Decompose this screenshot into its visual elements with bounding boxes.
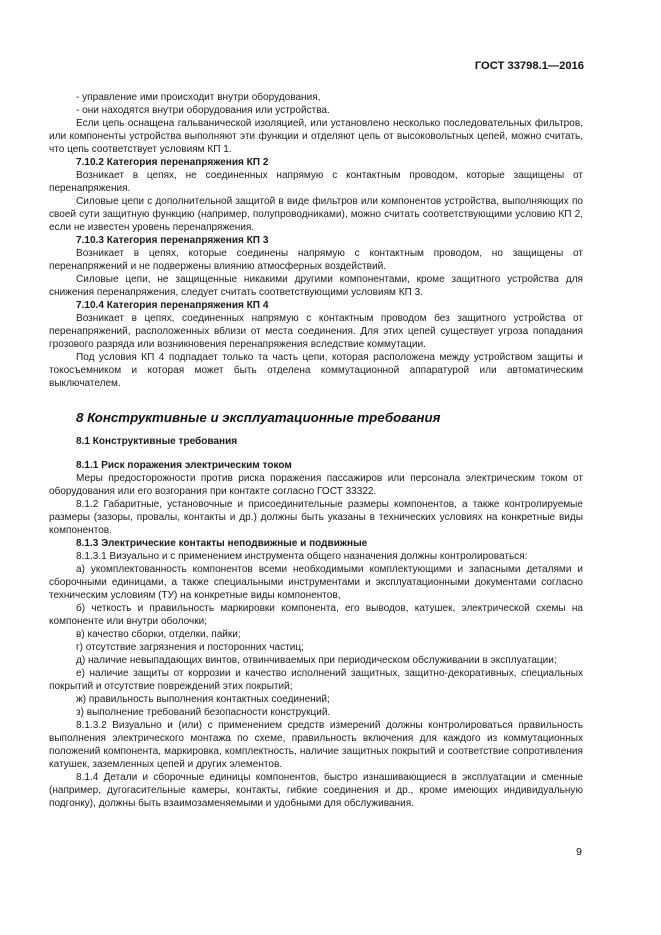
section-8-title: 8 Конструктивные и эксплуатационные требования bbox=[76, 410, 441, 425]
paragraph: - они находятся внутри оборудования или устройства. bbox=[76, 105, 330, 116]
paragraph: б) четкость и правильность маркировки компонента, его выводов, катушек, электрической схемы на компоненте или внутри оболочки; bbox=[49, 603, 583, 627]
paragraph: 8.1.3.1 Визуально и с применением инструмента общего назначения должны контролироваться: bbox=[76, 551, 528, 562]
paragraph: Если цепь оснащена гальванической изоляцией, или установлено несколько последовательных фильтров, или компоненты устройства выполняют эти функции и отделяют цепь от высоковольтных цепей, можно считать, что цепь соответствует условиям КП 1. bbox=[49, 118, 583, 155]
paragraph: ж) правильность выполнения контактных соединений; bbox=[76, 694, 330, 705]
page-number: 9 bbox=[576, 846, 582, 858]
paragraph: Меры предосторожности против риска поражения пассажиров или персонала электрическим током от оборудования или его возгорания при контакте согласно ГОСТ 33322. bbox=[49, 473, 583, 497]
paragraph: Возникает в цепях, соединенных напрямую с контактным проводом без защитного устройства от перенапряжений, расположенных вблизи от места соединения. Для этих цепей существует угроза попадания грозового разряда или возникновения перенапряжения вследствие коммутации. bbox=[49, 313, 583, 350]
paragraph: Силовые цепи, не защищенные никакими другими компонентами, кроме защитного устройства для снижения перенапряжения, следует считать соответствующими условиям КП 3. bbox=[49, 274, 583, 298]
paragraph: Под условия КП 4 подпадает только та часть цепи, которая расположена между устройством защиты и токосъемником и которая может быть отделена коммутационной аппаратурой или автоматическим выключателем. bbox=[49, 352, 583, 389]
paragraph: 8.1.4 Детали и сборочные единицы компонентов, быстро изнашивающиеся в эксплуатации и сменные (например, дугогасительные камеры, контакты, гибкие соединения и др., кроме имеющих индивидуальную подгонку), должны быть взаимозаменяемыми и удобными для обслуживания. bbox=[49, 772, 583, 809]
paragraph: - управление ими происходит внутри оборудования, bbox=[76, 92, 321, 103]
paragraph: Силовые цепи с дополнительной защитой в виде фильтров или компонентов устройства, выполняющих по своей сути защитную функцию (например, полупроводниками), можно считать соответствующими условию КП 2, если не известен уровень перенапряжения. bbox=[49, 196, 583, 233]
section-7-10-text bbox=[49, 91, 583, 390]
section-8-1-title: 8.1 Конструктивные требования bbox=[76, 436, 238, 447]
subsection-heading: 7.10.4 Категория перенапряжения КП 4 bbox=[76, 300, 269, 311]
section-8-1-text bbox=[49, 459, 583, 810]
subsection-heading: 7.10.2 Категория перенапряжения КП 2 bbox=[76, 157, 269, 168]
subsection-heading: 8.1.3 Электрические контакты неподвижные и подвижные bbox=[76, 538, 368, 549]
paragraph: 8.1.3.2 Визуально и (или) с применением средств измерений должны контролироваться правильность выполнения электрического монтажа по схеме, правильность включения для каждого из коммутационных положений компонента, маркировка, комплектность, наличие защитных покрытий и соответствие сопротивления катушек, заземленных цепей и других элементов. bbox=[49, 720, 583, 770]
paragraph: 8.1.2 Габаритные, установочные и присоединительные размеры компонентов, а также контролируемые размеры (зазоры, провалы, контакты и др.) должны быть указаны в технических условиях на конкретные виды компонентов. bbox=[49, 499, 583, 536]
subsection-heading: 7.10.3 Категория перенапряжения КП 3 bbox=[76, 235, 269, 246]
paragraph: Возникает в цепях, не соединенных напрямую с контактным проводом, которые защищены от перенапряжения. bbox=[49, 170, 583, 194]
paragraph: Возникает в цепях, которые соединены напрямую с контактным проводом, но защищены от перенапряжений и не подвержены влиянию атмосферных воздействий. bbox=[49, 248, 583, 272]
subsection-heading: 8.1.1 Риск поражения электрическим током bbox=[76, 460, 292, 471]
paragraph: з) выполнение требований безопасности конструкций. bbox=[76, 707, 331, 718]
paragraph: в) качество сборки, отделки, пайки; bbox=[76, 629, 241, 640]
document-body bbox=[49, 91, 583, 810]
paragraph: а) укомплектованность компонентов всеми необходимыми комплектующими и запасными деталями и сборочными единицами, а также специальными инструментами и эксплуатационными документами согласно техническим условиям (ТУ) на конкретные виды компонентов, bbox=[49, 564, 583, 601]
paragraph: г) отсутствие загрязнения и посторонних частиц; bbox=[76, 642, 304, 653]
standard-header: ГОСТ 33798.1—2016 bbox=[474, 60, 584, 72]
paragraph: е) наличие защиты от коррозии и качество исполнений защитных, защитно-декоративных, специальных покрытий и отсутствие повреждений этих покрытий; bbox=[49, 668, 583, 692]
paragraph: д) наличие невыпадающих винтов, отвинчиваемых при периодическом обслуживании в эксплуатации; bbox=[76, 655, 557, 666]
